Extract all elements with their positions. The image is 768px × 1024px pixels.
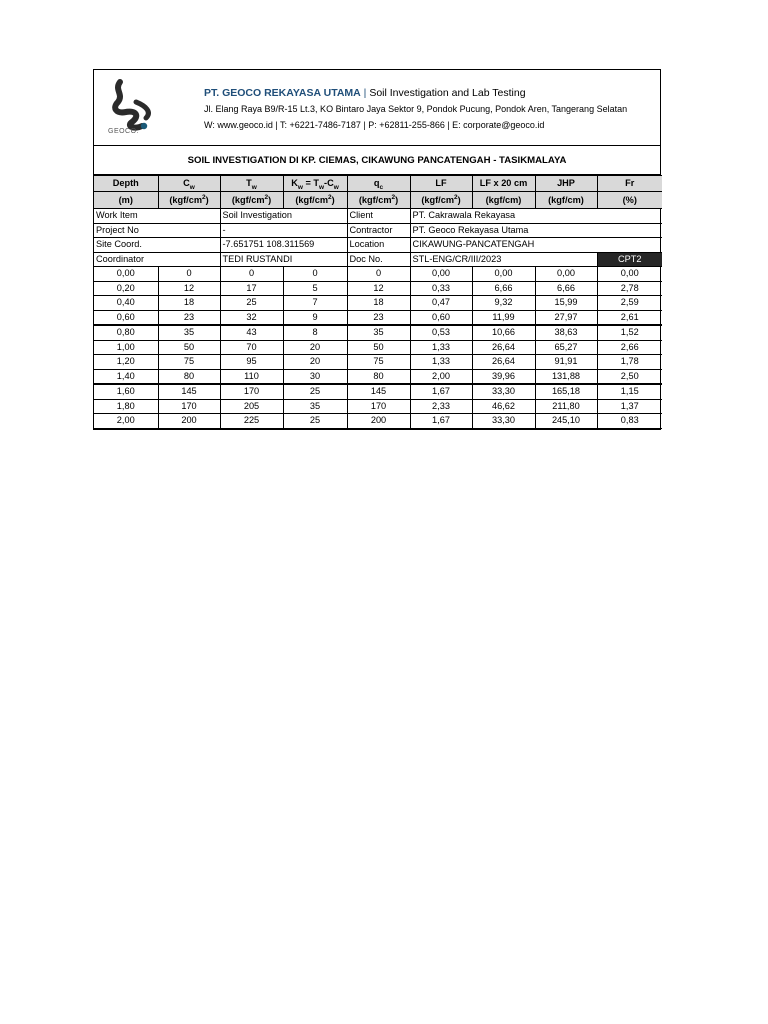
table-cell: 200 (347, 414, 410, 429)
col-fr: Fr (597, 176, 662, 192)
table-cell: 1,33 (410, 355, 472, 370)
table-cell: 245,10 (535, 414, 597, 429)
report-title: SOIL INVESTIGATION DI KP. CIEMAS, CIKAWUNG PANCATENGAH - TASIKMALAYA (94, 146, 660, 175)
unit-row (94, 192, 662, 209)
company-contact: W: www.geoco.id | T: +6221-7486-7187 | P: +62811-255-866 | E: corporate@geoco.id (204, 120, 545, 130)
col-cw: $C_w$ (158, 176, 220, 192)
table-cell: 39,96 (472, 369, 535, 384)
table-row (94, 355, 662, 370)
table-cell: 20 (283, 340, 347, 355)
table-cell: 12 (158, 281, 220, 296)
table-row (94, 296, 662, 311)
table-cell: 43 (220, 325, 283, 340)
client-label: Client (347, 209, 410, 224)
table-cell: 75 (158, 355, 220, 370)
table-cell: 1,37 (597, 399, 662, 414)
table-cell: 145 (347, 384, 410, 399)
table-cell: 0,00 (535, 267, 597, 282)
table-cell: 2,59 (597, 296, 662, 311)
unit-lf20: (kgf/cm) (472, 192, 535, 209)
table-cell: 2,00 (94, 414, 158, 429)
table-cell: 7 (283, 296, 347, 311)
table-cell: 1,40 (94, 369, 158, 384)
table-cell: 1,15 (597, 384, 662, 399)
table-cell: 145 (158, 384, 220, 399)
contractor-label: Contractor (347, 223, 410, 238)
project-no-value: - (220, 223, 347, 238)
work-item-value: Soil Investigation (220, 209, 347, 224)
table-cell: 0 (158, 267, 220, 282)
unit-tw: $(kgf/cm^2)$ (220, 192, 283, 209)
col-tw: $T_w$ (220, 176, 283, 192)
work-item-label: Work Item (94, 209, 220, 224)
table-cell: 1,60 (94, 384, 158, 399)
table-cell: 30 (283, 369, 347, 384)
table-cell: 80 (158, 369, 220, 384)
test-id-badge: CPT2 (597, 252, 662, 267)
table-cell: 15,99 (535, 296, 597, 311)
table-cell: 0 (283, 267, 347, 282)
table-row (94, 384, 662, 399)
table-row (94, 399, 662, 414)
report-header (94, 70, 660, 146)
unit-lf: $(kgf/cm^2)$ (410, 192, 472, 209)
table-cell: 27,97 (535, 310, 597, 325)
unit-jhp: (kgf/cm) (535, 192, 597, 209)
table-cell: 0,00 (597, 267, 662, 282)
table-cell: 11,99 (472, 310, 535, 325)
table-cell: 2,78 (597, 281, 662, 296)
table-cell: 0,40 (94, 296, 158, 311)
table-cell: 6,66 (535, 281, 597, 296)
table-cell: 2,00 (410, 369, 472, 384)
table-cell: 17 (220, 281, 283, 296)
unit-kw: $(kgf/cm^2)$ (283, 192, 347, 209)
table-cell: 1,52 (597, 325, 662, 340)
location-value: CIKAWUNG-PANCATENGAH (410, 238, 662, 253)
table-cell: 170 (220, 384, 283, 399)
table-cell: 65,27 (535, 340, 597, 355)
table-cell: 0,80 (94, 325, 158, 340)
table-cell: 2,61 (597, 310, 662, 325)
table-row (94, 325, 662, 340)
table-cell: 46,62 (472, 399, 535, 414)
table-row (94, 267, 662, 282)
table-cell: 1,20 (94, 355, 158, 370)
col-qc: $q_c$ (347, 176, 410, 192)
col-depth: Depth (94, 176, 158, 192)
table-cell: 225 (220, 414, 283, 429)
table-cell: 70 (220, 340, 283, 355)
table-cell: 80 (347, 369, 410, 384)
table-cell: 0,20 (94, 281, 158, 296)
table-cell: 0,83 (597, 414, 662, 429)
table-cell: 10,66 (472, 325, 535, 340)
col-lf20: LF x 20 cm (472, 176, 535, 192)
client-value: PT. Cakrawala Rekayasa (410, 209, 662, 224)
table-cell: 205 (220, 399, 283, 414)
table-cell: 38,63 (535, 325, 597, 340)
table-cell: 50 (158, 340, 220, 355)
location-label: Location (347, 238, 410, 253)
table-cell: 20 (283, 355, 347, 370)
table-cell: 23 (347, 310, 410, 325)
company-separator: | (360, 87, 370, 99)
table-cell: 95 (220, 355, 283, 370)
unit-cw: $(kgf/cm^2)$ (158, 192, 220, 209)
col-lf: LF (410, 176, 472, 192)
table-cell: 211,80 (535, 399, 597, 414)
table-row (94, 310, 662, 325)
table-cell: 0,53 (410, 325, 472, 340)
table-cell: 25 (283, 414, 347, 429)
table-cell: 35 (283, 399, 347, 414)
table-row (94, 340, 662, 355)
company-line (204, 87, 526, 99)
table-cell: 170 (158, 399, 220, 414)
table-cell: 26,64 (472, 340, 535, 355)
table-cell: 1,33 (410, 340, 472, 355)
table-cell: 1,67 (410, 414, 472, 429)
col-kw: $K_w = T_w-C_w$ (283, 176, 347, 192)
table-cell: 50 (347, 340, 410, 355)
table-cell: 2,33 (410, 399, 472, 414)
table-cell: 9 (283, 310, 347, 325)
company-address: Jl. Elang Raya B9/R-15 Lt.3, KO Bintaro Jaya Sektor 9, Pondok Pucung, Pondok Aren, Tangerang Selatan (204, 104, 628, 114)
table-cell: 0,60 (410, 310, 472, 325)
table-cell: 200 (158, 414, 220, 429)
table-cell: 18 (347, 296, 410, 311)
table-cell: 0,60 (94, 310, 158, 325)
table-cell: 0,00 (472, 267, 535, 282)
data-rows (94, 267, 662, 429)
data-table (94, 175, 662, 429)
table-cell: 18 (158, 296, 220, 311)
table-cell: 0 (220, 267, 283, 282)
table-cell: 1,00 (94, 340, 158, 355)
table-cell: 26,64 (472, 355, 535, 370)
table-cell: 91,91 (535, 355, 597, 370)
table-cell: 2,50 (597, 369, 662, 384)
table-cell: 23 (158, 310, 220, 325)
table-cell: 0,33 (410, 281, 472, 296)
contractor-value: PT. Geoco Rekayasa Utama (410, 223, 662, 238)
table-cell: 0,00 (94, 267, 158, 282)
coordinator-value: TEDI RUSTANDI (220, 252, 347, 267)
project-no-label: Project No (94, 223, 220, 238)
unit-qc: $(kgf/cm^2)$ (347, 192, 410, 209)
table-cell: 35 (347, 325, 410, 340)
table-cell: 12 (347, 281, 410, 296)
table-cell: 9,32 (472, 296, 535, 311)
table-cell: 25 (220, 296, 283, 311)
table-cell: 33,30 (472, 384, 535, 399)
table-row (94, 369, 662, 384)
doc-no-value: STL-ENG/CR/III/2023 (410, 252, 597, 267)
table-cell: 0,47 (410, 296, 472, 311)
company-tagline: Soil Investigation and Lab Testing (369, 87, 526, 99)
report-sheet (93, 69, 661, 430)
table-row (94, 281, 662, 296)
site-coord-label: Site Coord. (94, 238, 220, 253)
table-cell: 1,78 (597, 355, 662, 370)
table-cell: 0 (347, 267, 410, 282)
coordinator-label: Coordinator (94, 252, 220, 267)
table-row (94, 414, 662, 429)
table-cell: 2,66 (597, 340, 662, 355)
table-cell: 131,88 (535, 369, 597, 384)
table-cell: 5 (283, 281, 347, 296)
site-coord-value: -7.651751 108.311569 (220, 238, 347, 253)
doc-no-label: Doc No. (347, 252, 410, 267)
info-block (94, 209, 662, 267)
table-cell: 8 (283, 325, 347, 340)
table-cell: 32 (220, 310, 283, 325)
table-cell: 170 (347, 399, 410, 414)
table-cell: 1,80 (94, 399, 158, 414)
company-name: PT. GEOCO REKAYASA UTAMA (204, 87, 361, 99)
table-cell: 35 (158, 325, 220, 340)
unit-fr: (%) (597, 192, 662, 209)
column-header-row (94, 176, 662, 192)
table-cell: 1,67 (410, 384, 472, 399)
unit-depth: (m) (94, 192, 158, 209)
table-cell: 110 (220, 369, 283, 384)
table-cell: 6,66 (472, 281, 535, 296)
table-cell: 25 (283, 384, 347, 399)
col-jhp: JHP (535, 176, 597, 192)
table-cell: 0,00 (410, 267, 472, 282)
table-cell: 75 (347, 355, 410, 370)
logo-text: GEOCO. (108, 128, 140, 135)
table-cell: 165,18 (535, 384, 597, 399)
table-cell: 33,30 (472, 414, 535, 429)
